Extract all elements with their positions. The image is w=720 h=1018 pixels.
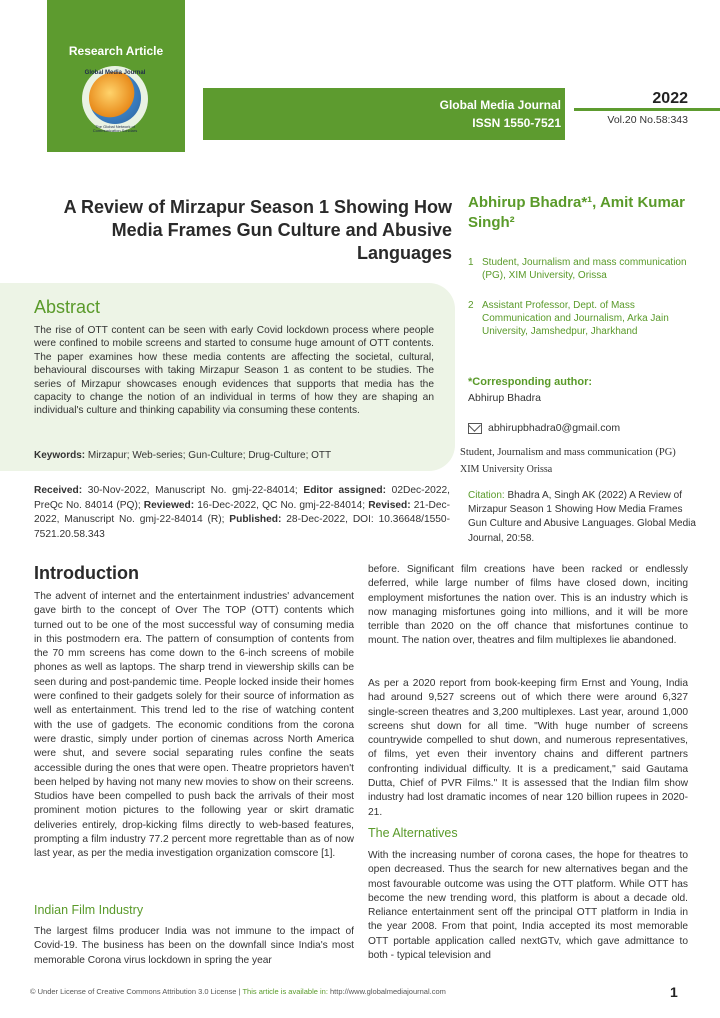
editor-label: Editor assigned: xyxy=(303,485,387,496)
page-number: 1 xyxy=(670,984,678,1000)
affiliation-item xyxy=(468,256,698,282)
year-divider xyxy=(574,108,720,111)
body-paragraph: before. Significant film creations have been racked or endlessly deferred, while large number of films have closed down, inciting employment misfortunes the nation over. This is an industry which is now managing misfortunes going into millions, and it will be more terrible than 2020 on the off chance that misfortunes continue to mount. The nation over, theatres and film multiplexes lie abandoned. xyxy=(368,564,688,647)
journal-banner xyxy=(203,88,565,140)
introduction-paragraph: The advent of internet and the entertainment industries' advancement gave birth to the concept of Over The TOP (OTT) contents which turned out to be one of the most successful way of consuming media in this postmodern era. The pattern of consumption of contents from the 70 mm screens has come down to the 6-inch screens of mobile phones as well as laptops. The sharp trend in viewership skills can be seen during and post-pandemic time. People locked inside their homes were confined to their gadgets solely for their source of information as well as entertainment. This trend led to the rise of watching content with the use of gadgets. The economic conditions from the corona were drastic, simply under portion of cinemas across North America were shut, and severe social separating rules confine the seats accessible during the ones that were open. Theatre proprietors haven't been helped by having not many new movies to show on their screens. Studios have been compelled to push back the arrivals of their most prominent motion pictures to the following year or skirt dramatic deliveries entirely, drop-kicking films directly to web-based features, prompting a film industry 77.2 percent more regrettable than as of now last year, as per the media investigation organization comscore [1]. xyxy=(34,591,354,860)
article-type-label: Research Article xyxy=(68,44,164,58)
revised-value: 21-Dec-2022, Manuscript No. gmj-22-84014 (R); xyxy=(34,499,450,526)
keywords-label: Keywords: xyxy=(34,450,86,461)
keywords-text: Mirzapur; Web-series; Gun-Culture; Drug-Culture; OTT xyxy=(85,450,332,461)
alternatives-paragraph: With the increasing number of corona cases, the hope for theatres to open decreased. Thus the search for new alternatives began and the most favourable outcome was using the OTT platform. While OTT has become the new trending word, this platform is about a decade old. Reliance entertainment sent off the principal OTT platform in India in the year 2008. From that point, India accepted its most memorable OTT portable application called nextGTv, which gave admittance to both - typical television and xyxy=(368,850,688,962)
journal-url-link[interactable]: http://www.globalmediajournal.com xyxy=(330,987,446,996)
reviewed-value: 16-Dec-2022, QC No. gmj-22-84014; xyxy=(194,499,369,511)
corresponding-author-name: Abhirup Bhadra xyxy=(468,392,541,404)
received-label: Received: xyxy=(34,485,83,496)
globe-icon xyxy=(89,72,141,124)
article-title: A Review of Mirzapur Season 1 Showing How Media Frames Gun Culture and Abusive Languages xyxy=(63,197,452,263)
citation-label: Citation: xyxy=(468,490,505,501)
author-institution: Student, Journalism and mass communication (PG) xyxy=(460,447,676,458)
author-institution-location: XIM University Orissa xyxy=(460,464,553,475)
revised-label: Revised: xyxy=(368,499,411,511)
author-list: Abhirup Bhadra*¹, Amit Kumar Singh² xyxy=(468,194,685,231)
page-footer xyxy=(30,987,650,996)
manuscript-dates xyxy=(34,484,450,542)
indian-film-industry-paragraph: The largest films producer India was not immune to the impact of Covid-19. The business has been on the downfall since India's most memorable Corona virus lockdown in spring the year xyxy=(34,926,354,966)
author-email[interactable]: abhirupbhadra0@gmail.com xyxy=(488,422,621,434)
reviewed-label: Reviewed: xyxy=(143,499,195,511)
journal-issn: ISSN 1550-7521 xyxy=(472,116,561,130)
logo-text: Global Media Journal xyxy=(84,70,146,76)
license-text: © Under License of Creative Commons Attribution 3.0 License | xyxy=(30,987,243,996)
availability-text: This article is available in: xyxy=(242,987,330,996)
journal-name: Global Media Journal xyxy=(439,98,561,112)
keywords-line xyxy=(34,450,444,461)
affiliation-item xyxy=(468,299,698,338)
affiliation-text: Student, Journalism and mass communication (PG), XIM University, Orissa xyxy=(482,257,687,281)
abstract-heading: Abstract xyxy=(34,297,101,317)
published-label: Published: xyxy=(229,514,282,526)
section-heading-indian-film-industry: Indian Film Industry xyxy=(34,903,144,917)
editor-value: 02Dec-2022, PreQc No. 84014 (PQ); xyxy=(34,485,450,511)
section-heading-introduction: Introduction xyxy=(34,563,139,583)
published-value: 28-Dec-2022, DOI: 10.36648/1550-7521.20.58.343 xyxy=(34,514,450,540)
abstract-text: The rise of OTT content can be seen with early Covid lockdown process where people were confined to mobile screens and started to consume huge amount of OTT contents. The paper examines how these media contents are affecting the societal, cultural, behavioural discourses with taking Mirzapur Season 1 as content to be studies. The series of Mirzapur showcases enough evidences that supports that media has the capacity to change the notion of an individual in terms of how they are shaping an individual's culture and thinking capability via consuming these contents. xyxy=(34,325,434,417)
publication-year: 2022 xyxy=(652,90,688,107)
logo-subtext: The Global Network of Communication Scholars xyxy=(92,124,138,134)
section-heading-alternatives: The Alternatives xyxy=(368,826,458,840)
body-paragraph: As per a 2020 report from book-keeping firm Ernst and Young, India had around 9,527 screens out of which there were around 6,327 single-screen theatres and 3,200 multiplexes. Last year, around 1,000 screens shut down for all time. "With huge number of screens countrywide compelled to shut down, and numerous representatives, of films, yet even their inventory chains and different partners confronting individual difficulty. It is a predicament," said Gautama Dutta, Chief of PVR Films." It is assessed that the Indian film show industry had lost dramatic incomes of near 120 billion rupees in 2020-21. xyxy=(368,678,688,818)
mail-icon xyxy=(468,423,482,434)
affiliation-number: 2 xyxy=(468,300,474,311)
affiliation-text: Assistant Professor, Dept. of Mass Communication and Journalism, Arka Jain University, Jamshedpur, Jharkhand xyxy=(482,300,669,337)
received-value: 30-Nov-2022, Manuscript No. gmj-22-84014; xyxy=(82,485,304,496)
affiliation-number: 1 xyxy=(468,257,474,268)
citation-block xyxy=(468,489,698,546)
citation-text: Bhadra A, Singh AK (2022) A Review of Mirzapur Season 1 Showing How Media Frames Gun Culture and Abusive Languages. Global Media Journal, 20:58. xyxy=(468,490,696,544)
volume-info: Vol.20 No.58:343 xyxy=(607,114,688,126)
corresponding-author-label: *Corresponding author: xyxy=(468,376,593,388)
